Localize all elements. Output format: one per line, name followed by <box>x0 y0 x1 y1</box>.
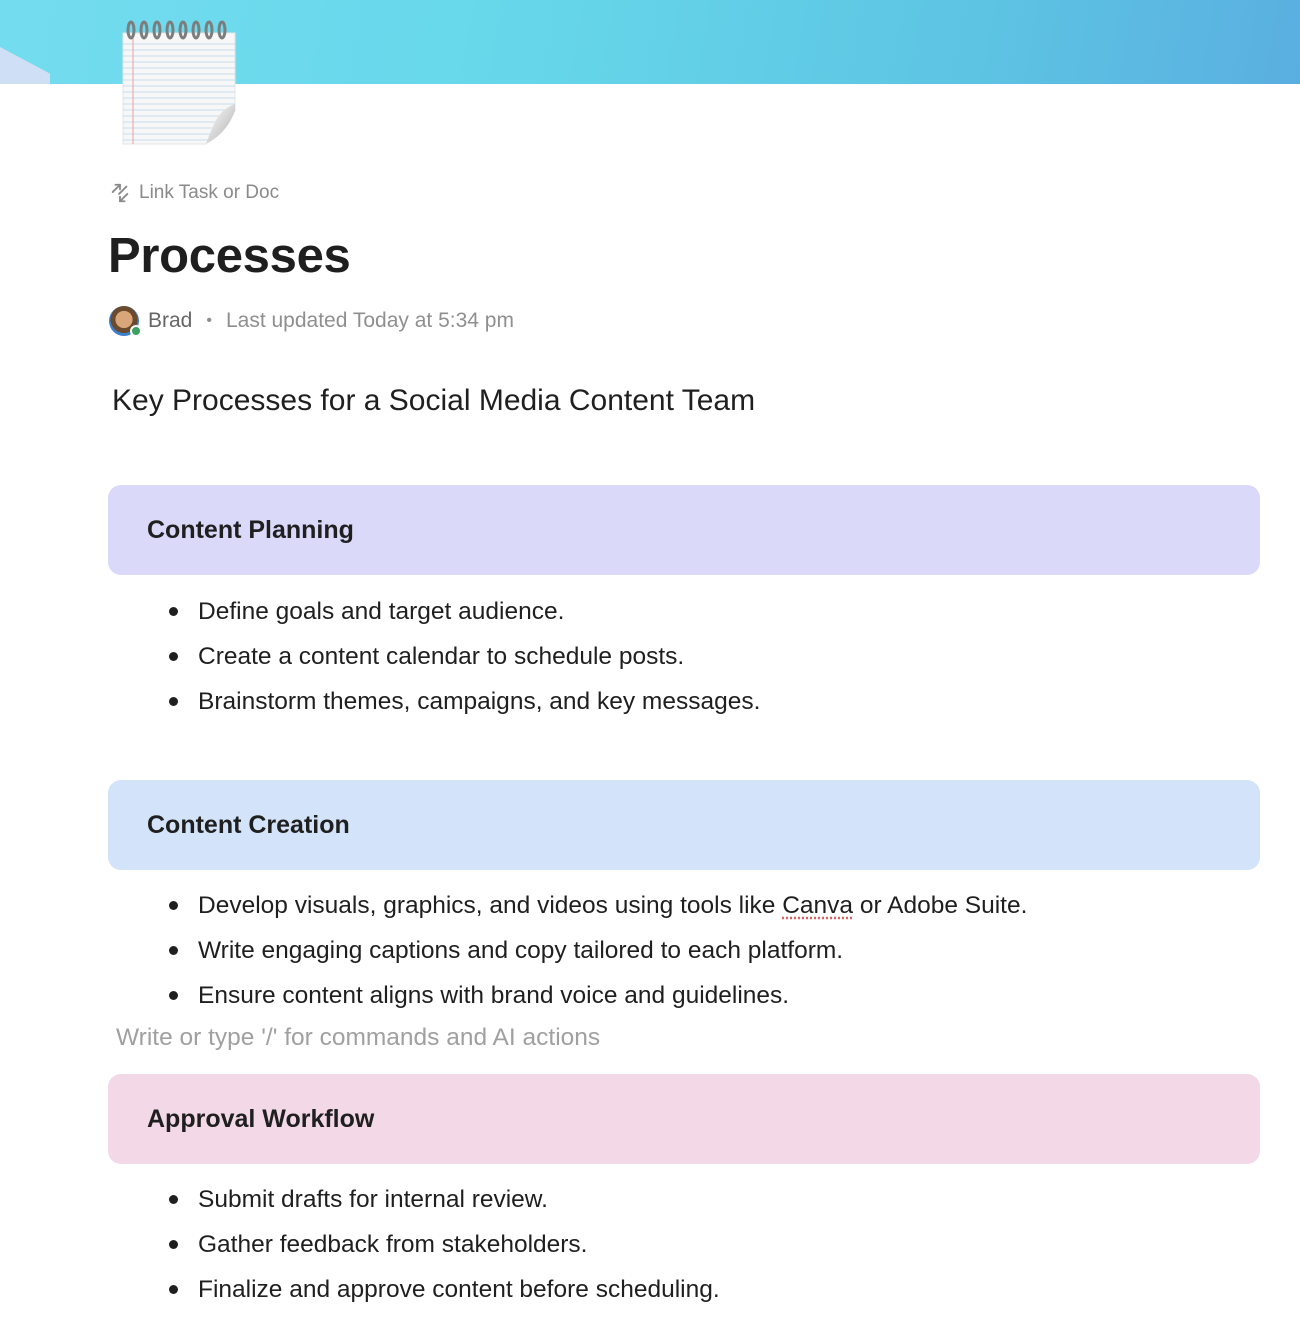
bullet-icon <box>169 901 178 910</box>
list-item-text: Brainstorm themes, campaigns, and key messages. <box>198 687 761 715</box>
text-segment: Develop visuals, graphics, and videos using tools like <box>198 891 783 919</box>
list-item[interactable] <box>165 973 1027 1018</box>
notepad-page-icon[interactable] <box>118 16 238 146</box>
spellcheck-word[interactable]: Canva <box>782 891 854 919</box>
online-status-dot <box>130 325 142 337</box>
list-item[interactable] <box>165 589 760 634</box>
meta-separator: • <box>206 312 212 329</box>
section-heading-approval-workflow[interactable] <box>108 1074 1260 1164</box>
bullet-list-content-planning <box>165 589 760 724</box>
link-task-label: Link Task or Doc <box>139 182 280 203</box>
section-heading-label: Content Planning <box>147 515 354 544</box>
list-item-text: Define goals and target audience. <box>198 597 565 625</box>
list-item-text: Write engaging captions and copy tailored to each platform. <box>198 936 844 964</box>
section-heading-label: Approval Workflow <box>147 1104 375 1133</box>
list-item-text: Gather feedback from stakeholders. <box>198 1230 588 1258</box>
bullet-icon <box>169 1195 178 1204</box>
section-heading-content-planning[interactable] <box>108 485 1260 575</box>
section-heading-content-creation[interactable] <box>108 780 1260 870</box>
text-segment: or Adobe Suite. <box>853 891 1028 919</box>
bullet-icon <box>169 1285 178 1294</box>
list-item-text: Finalize and approve content before scheduling. <box>198 1275 720 1303</box>
bullet-icon <box>169 946 178 955</box>
bullet-icon <box>169 991 178 1000</box>
editor-placeholder[interactable]: Write or type '/' for commands and AI actions <box>116 1024 601 1051</box>
bullet-list-content-creation <box>165 883 1027 1018</box>
last-updated: Last updated Today at 5:34 pm <box>225 309 514 332</box>
section-heading-label: Content Creation <box>147 810 350 839</box>
bullet-list-approval-workflow <box>165 1177 720 1312</box>
list-item[interactable] <box>165 1267 720 1312</box>
bullet-icon <box>169 607 178 616</box>
spiral-notepad-icon <box>118 16 238 146</box>
link-task-or-doc-button[interactable] <box>109 181 279 205</box>
list-item[interactable] <box>165 883 1027 928</box>
cover-decoration <box>0 36 50 84</box>
link-arrows-icon <box>109 182 131 204</box>
doc-subtitle[interactable]: Key Processes for a Social Media Content Team <box>112 384 756 417</box>
doc-meta <box>109 305 514 337</box>
bullet-icon <box>169 652 178 661</box>
list-item-text: Create a content calendar to schedule posts. <box>198 642 685 670</box>
page-title[interactable]: Processes <box>108 229 351 283</box>
list-item[interactable] <box>165 1222 720 1267</box>
list-item-text <box>198 892 1027 920</box>
list-item-text: Submit drafts for internal review. <box>198 1185 548 1213</box>
list-item-text: Ensure content aligns with brand voice and guidelines. <box>198 981 790 1009</box>
bullet-icon <box>169 697 178 706</box>
list-item[interactable] <box>165 1177 720 1222</box>
author-name[interactable]: Brad <box>148 309 193 332</box>
avatar[interactable] <box>109 306 139 336</box>
bullet-icon <box>169 1240 178 1249</box>
list-item[interactable] <box>165 634 760 679</box>
list-item[interactable] <box>165 928 1027 973</box>
list-item[interactable] <box>165 679 760 724</box>
